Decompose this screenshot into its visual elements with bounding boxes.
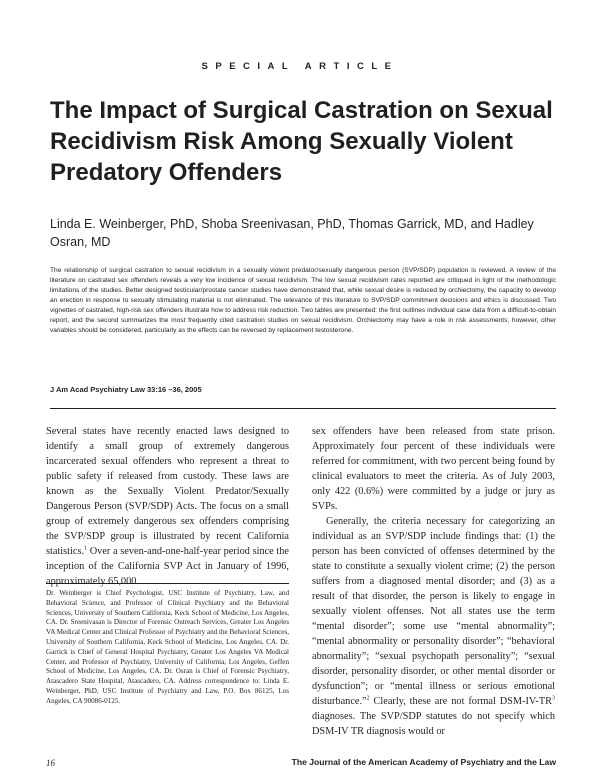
body-paragraph: sex offenders have been released from state prison. Approximately four percent of these individuals were referred for commitment, with two percent being found by clinical evaluators to meet the criteria. As of July 2003, only 422 (0.6%) were committed by a judge or jury as SVPs. [312, 426, 555, 512]
body-text: diagnoses. The SVP/SDP statutes do not specify which DSM-IV TR diagnosis would or [312, 711, 555, 737]
header-divider [50, 408, 556, 409]
footnote-divider [46, 583, 289, 584]
author-list: Linda E. Weinberger, PhD, Shoba Sreenivasan, PhD, Thomas Garrick, MD, and Hadley Osran, MD [50, 217, 534, 249]
body-column-left [46, 424, 289, 589]
reference-marker: 1 [84, 545, 88, 552]
author-affiliations-footnote: Dr. Weinberger is Chief Psychologist, USC Institute of Psychiatry, Law, and Behavioral Science, and Professor of Clinical Psychiatry and the Behavioral Sciences, University of Southern California, Keck School of Medicine, Los Angeles, CA. Dr. Sreenivasan is Director of Forensic Outreach Services, Greater Los Angeles VA Medical Center and Clinical Professor of Psychiatry and the Behavioral Sciences, University of Southern California, Keck School of Medicine, Los Angeles, CA. Dr. Garrick is Chief of General Hospital Psychiatry, Greater Los Angeles VA Medical Center, and Professor of Psychiatry, University of California, Los Angeles, Geffen School of Medicine, Los Angeles, CA. Dr. Osran is Chief of Forensic Psychiatry, Atascadero State Hospital, Atascadero, CA. Address correspondence to: Linda E. Weinberger, PhD, USC Institute of Psychiatry and Law, P.O. Box 86125, Los Angeles, CA 90086-0125. [46, 589, 289, 705]
reference-marker: 2 [366, 695, 370, 702]
body-text: Generally, the criteria necessary for categorizing an individual as an SVP/SDP include findings that: (1) the person has been convicted of offenses determined by the state to constitute a sexually violent crime; (2) the person suffers from a diagnosed mental disorder; and (3) as a result of that disorder, the person is likely to engage in sexually violent offenses. Not all states use the term “mental disorder”; some use “mental abnormality”; “mental abnormality or personality disorder”; “behavioral abnormality”; “sexual psychopath personality”; “sexual disorder, personality disorder, or other mental disorder or dysfunction”; or “mental illness or serious emotional disturbance.” [312, 516, 555, 707]
body-text: Clearly, these are not formal DSM-IV-TR [369, 696, 552, 707]
section-kicker: SPECIAL ARTICLE [201, 61, 399, 72]
body-text: Several states have recently enacted laws designed to identify a small group of extremely dangerous incarcerated sexual offenders who represent a threat to public safety if released from custody. These laws are known as the Sexually Violent Predator/Sexually Dangerous Person (SVP/SDP) Acts. The focus on a small group of extremely dangerous sex offenders comprising the SVP/SDP group is illustrated by recent California statistics. [46, 426, 289, 557]
body-paragraph [46, 424, 289, 589]
body-paragraph [312, 514, 555, 739]
page-number: 16 [46, 758, 55, 768]
journal-running-footer: The Journal of the American Academy of Psychiatry and the Law [291, 757, 556, 767]
journal-citation: J Am Acad Psychiatry Law 33:16 –36, 2005 [50, 385, 202, 394]
body-text: Over a seven-and-one-half-year period since the inception of the California SVP Act in January of 1996, approximately 65,000 [46, 546, 289, 587]
reference-marker: 3 [552, 695, 555, 702]
article-title: The Impact of Surgical Castration on Sexual Recidivism Risk Among Sexually Violent Predatory Offenders [50, 97, 553, 186]
body-column-right [312, 424, 555, 739]
abstract: The relationship of surgical castration to sexual recidivism in a sexually violent predator/sexually dangerous person (SVP/SDP) population is reviewed. A review of the literature on castrated sex offenders reveals a very low incidence of sexual recidivism. The low sexual recidivism rates reported are critiqued in light of the methodologic limitations of the studies. Better designed testicular/prostate cancer studies have demonstrated that, while sexual desire is reduced by orchiectomy, the capacity to develop an erection in response to sexually stimulating material is not eliminated. The relevance of this literature to SVP/SDP commitment decisions and ethics is discussed. Two vignettes of castrated, high-risk sex offenders illustrate how to address risk reduction. Two tables are presented: the first outlines individual case data from a difficult-to-obtain report, and the second summarizes the most frequently cited castration studies on sexual recidivism. Orchiectomy may have a role in risk assessments; however, other variables should be considered, particularly as the effects can be reversed by replacement testosterone. [50, 267, 556, 334]
